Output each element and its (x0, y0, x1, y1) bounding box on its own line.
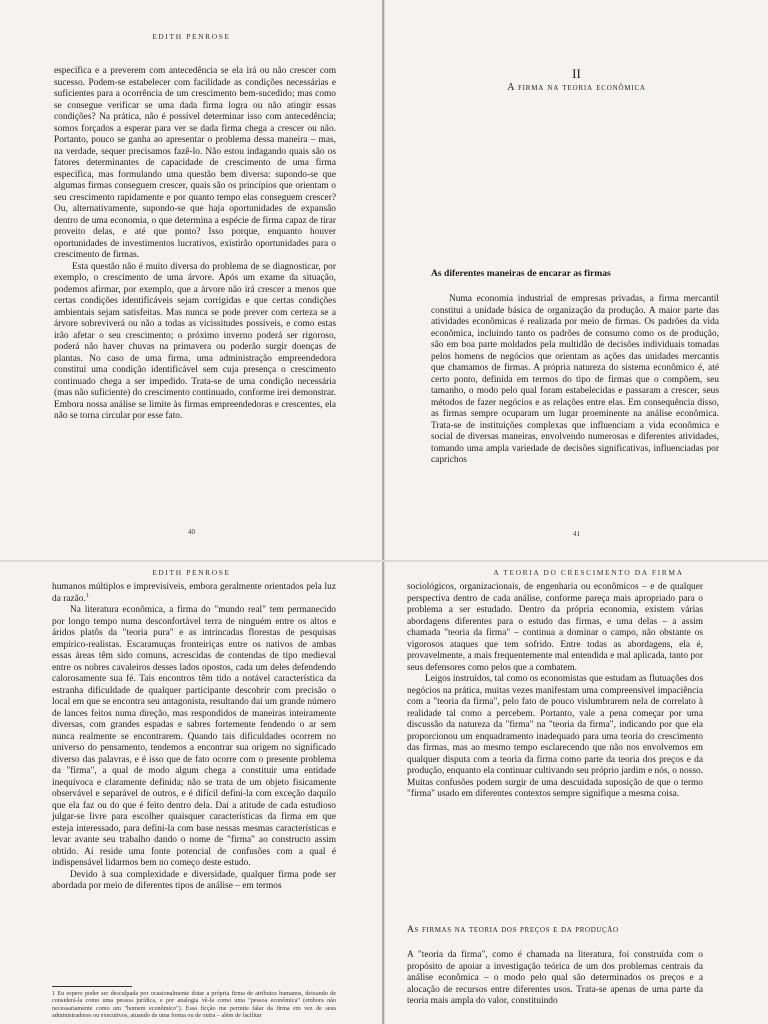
page-number: 40 (188, 528, 195, 536)
running-head: EDITH PENROSE (152, 32, 231, 41)
body-text (407, 950, 703, 1008)
body-text (407, 582, 703, 801)
page-number: 41 (573, 530, 580, 538)
paragraph: sociológicos, organizacionais, de engenharia ou econômicos – e de qualquer perspectiva dentro de cada análise, conforme pareça mais apropriado para o problema a ser estudado. Dentro da própria economia, existem várias abordagens diferentes para o estudo das firmas, e uma delas – a assim chamada "teoria da firma" – continua a dominar o campo, não obstante os vigorosos ataques que tem sofrido. Entre todas as abordagens, ela é, provavelmente, a mais frequentemente mal entendida e mal aplicada, tanto por seus defensores como pelos que a combatem. (407, 582, 703, 673)
paragraph: Leigos instruídos, tal como os economistas que estudam as flutuações dos negócios na prática, muitas vezes manifestam uma compreensível impaciência com a "teoria da firma", pelo fato de pouco vislumbrarem nela de correlato à realidade tal como a percebem. Portanto, vale a pena começar por uma discussão da natureza da "firma" na "teoria da firma", indicando por que ela proporcionou um enquadramento inadequado para uma teoria do crescimento das firmas, mas ao mesmo tempo esclarecendo que não nos envolvemos em qualquer disputa com a teoria da firma como parte da teoria dos preços e da produção, enquanto ela continuar cultivando seu próprio jardim e nós, o nosso. Muitas confusões podem surgir de uma descuidada suposição de que o termo "firma" usado em diferentes contextos sempre signifique a mesma coisa. (407, 674, 703, 799)
paragraph: específica e a preverem com antecedência se ela irá ou não crescer com sucesso. Podem-se estabelecer com facilidade as condições necessárias e suficientes para a ocorrência de um crescimento bem-sucedido; mas como se consegue verificar se uma dada firma logra ou não atingir essas condições? Na prática, não é possível determinar isso com antecedência; somos forçados a esperar para ver se dada firma chega a crescer ou não. Portanto, pouco se ganha ao apresentar o problema dessa maneira – mas, na verdade, sequer precisamos fazê-lo. Não estou indagando quais são os fatores determinantes de capacidade de crescimento de uma firma específica, mas formulando uma questão bem diversa: supondo-se que algumas firmas conseguem crescer, quais são os princípios que orientam o seu crescimento rapidamente e por quanto tempo elas conseguem crescer? Ou, alternativamente, supondo-se que haja oportunidades de expansão dentro de uma economia, o que determina a espécie de firma capaz de tirar proveito delas, e até que ponto? Isso porque, enquanto houver oportunidades de investimentos lucrativos, existirão oportunidades para o crescimento de firmas. (54, 66, 336, 260)
page-43 (385, 562, 768, 1024)
paragraph-text: humanos múltiplos e imprevisíveis, embora geralmente orientados pela luz da razão. (52, 582, 336, 604)
page-41 (385, 0, 768, 560)
running-head: EDITH PENROSE (152, 568, 231, 577)
body-text (54, 66, 336, 423)
chapter-number: II (572, 66, 581, 81)
gutter (382, 562, 384, 1024)
body-text (431, 294, 719, 467)
paragraph: Numa economia industrial de empresas privadas, a firma mercantil constitui a unidade básica de organização da produção. A maior parte das atividades econômicas é realizada por meio de firmas. Os padrões da vida econômica, incluindo tanto os padrões de consumo como os de produção, são em boa parte moldados pela multidão de decisões individuais tomadas pelos homens de negócios que orientam as ações das unidades mercantis que chamamos de firmas. A própria natureza do sistema econômico é, até certo ponto, definida em termos do tipo de firmas que o compõem, seu tamanho, o modo pelo qual foram estabelecidas e passaram a crescer, seus métodos de fazer negócios e as relações entre elas. Em consequência disso, as firmas sempre ocuparam um lugar proeminente na análise econômica. Trata-se de instituições complexas que influenciam a vida econômica e social de diversas maneiras, envolvendo numerosas e diferentes atividades, tomando uma ampla variedade de decisões significativas, influenciadas por caprichos (431, 294, 719, 465)
gutter (382, 0, 384, 560)
chapter-title: A firma na teoria econômica (507, 82, 646, 93)
section-heading: As diferentes maneiras de encarar as firmas (431, 268, 611, 279)
paragraph: Devido à sua complexidade e diversidade, qualquer firma pode ser abordada por meio de diferentes tipos de análise – em termos (52, 869, 336, 891)
body-text (52, 582, 336, 893)
paragraph: Esta questão não é muito diversa do problema de se diagnosticar, por exemplo, o crescimento de uma árvore. Após um exame da situação, podemos afirmar, por exemplo, que a árvore não irá crescer a menos que certas condições identificáveis sejam corrigidas e que certas condições ambientais sejam satisfeitas. Mas nunca se pode prever com certeza se a árvore sobreviverá ou não a todas as vicissitudes possíveis, e como estas irão afetar o seu crescimento; o próximo inverno poderá ser rigoroso, poderá não haver chuvas na primavera ou poderão surgir doenças de plantas. No caso de uma firma, uma administração empreendedora constitui uma condição identificável sem cuja presença o crescimento continuado chega a ser impedido. Trata-se de uma condição necessária (mas não suficiente) do crescimento continuado, conforme irei demonstrar. Embora nossa análise se limite às firmas empreendedoras e crescentes, ela não se torna circular por esse fato. (54, 261, 336, 421)
page-40 (0, 0, 383, 560)
paragraph (52, 582, 336, 605)
footnote: 1 Eu espero poder ser desculpada por ocasionalmente dotar a própria firma de atributos humanos, deixando de considerá-la como uma pessoa jurídica, e por analogia vê-la como uma "pessoa econômica" (embora não necessariamente como um "homem econômico"). Essa ficção me permite falar da firma em vez de seus administradores ou executivos, atuando de uma forma ou de outra – além de facilitar (52, 990, 336, 1020)
page-42 (0, 562, 383, 1024)
section-heading: As firmas na teoria dos preços e da produção (407, 924, 619, 935)
footnote-marker: 1 (85, 592, 89, 599)
paragraph: Na literatura econômica, a firma do "mundo real" tem permanecido por longo tempo numa desconfortável terra de ninguém entre os altos e áridos platôs da "teoria pura" e as intrincadas florestas de pesquisas empírico-realistas. Escaramuças fronteiriças entre os nativos de ambas essas áreas têm sido comuns, acrescidas de contendas de tipo medieval entre os nobres cavaleiros desses lados opostos, cada um deles defendendo calorosamente sua fé. Tais encontros têm tido a notável característica da estranha dificuldade de qualquer participante descobrir com precisão o local em que se encontra seu antagonista, resultando daí um grande número de lances feitos numa direção, mas respondidos de maneiras inteiramente diversas, com grandes espadas e sabres fortemente fendendo o ar sem nunca realmente se encontrarem. Quando tais dificuldades ocorrem no universo do pensamento, tendemos a encontrar sua origem no significado diverso das palavras, e é isso que de fato ocorre com o presente problema da "firma", a qual de modo algum chega a constituir uma entidade inequívoca e claramente definida; não se trata de um objeto fisicamente observável e separável de outros, e é difícil defini-la com exceção daquilo que ela faz ou do que é feito dentro dela. Daí a atitude de cada estudioso julgar-se livre para escolher quaisquer características da firma em que esteja interessado, para defini-la com base nessas mesmas características e levar avante seu trabalho dando o nome de "firma" ao constructo assim obtido. Aí reside uma fonte potencial de confusões com a qual é indispensável lidarmos bem no começo deste estudo. (52, 605, 336, 868)
running-head: A TEORIA DO CRESCIMENTO DA FIRMA (493, 568, 684, 577)
paragraph: A "teoria da firma", como é chamada na literatura, foi construída com o propósito de apoiar a investigação teórica de um dos problemas centrais da análise econômica – o modo pelo qual são determinados os preços e a alocação de recursos entre diferentes usos. Trata-se apenas de uma parte da teoria mais ampla do valor, constituindo (407, 950, 703, 1006)
footnote-rule (52, 986, 132, 987)
